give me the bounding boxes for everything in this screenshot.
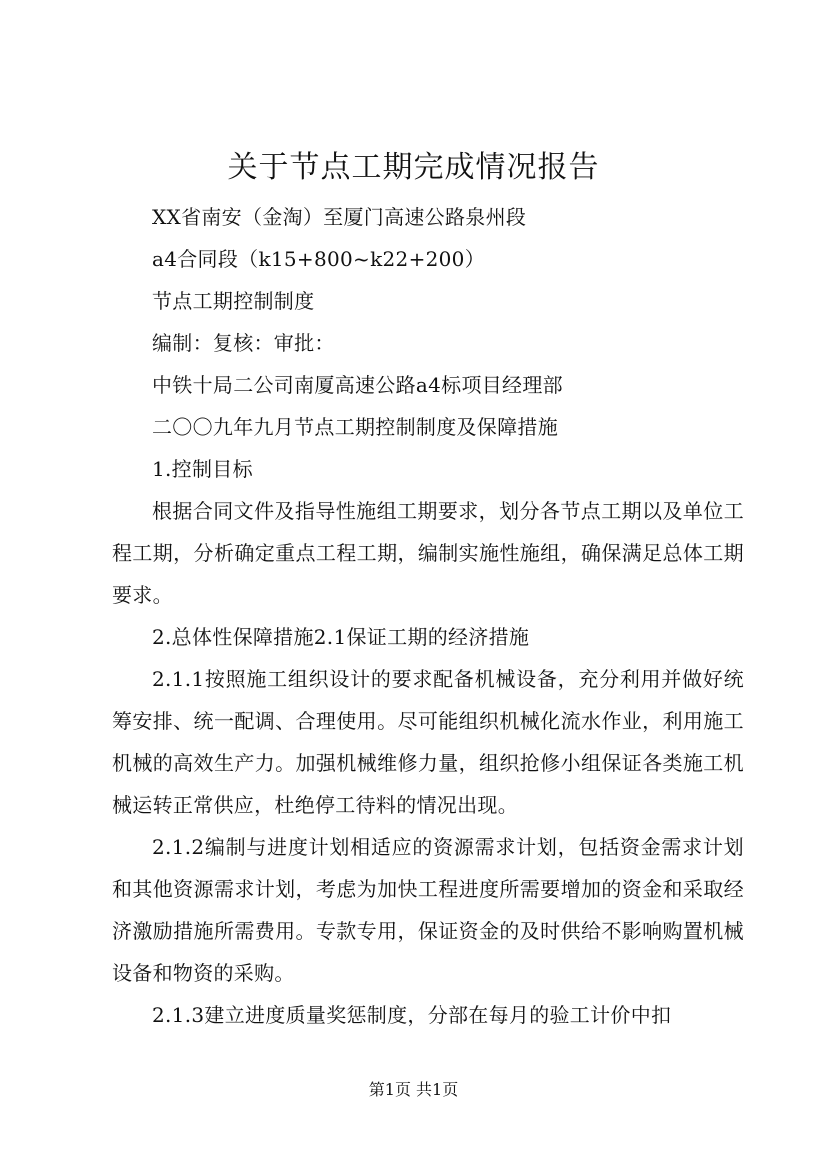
paragraph-project-name: XX省南安（金淘）至厦门高速公路泉州段: [152, 205, 527, 229]
page-number: 第1页 共1页: [368, 1080, 459, 1099]
paragraph-subtitle: 节点工期控制制度: [152, 289, 315, 313]
paragraph-date: 二〇〇九年九月节点工期控制制度及保障措施: [152, 415, 558, 439]
paragraph-organization: 中铁十局二公司南厦高速公路a4标项目经理部: [152, 373, 563, 397]
section-heading-measures: 2.总体性保障措施2.1保证工期的经济措施: [152, 625, 530, 649]
paragraph-signatures: 编制：复核：审批：: [152, 331, 335, 355]
page-footer: [0, 1078, 827, 1102]
paragraph-2-1-1: 2.1.1按照施工组织设计的要求配备机械设备，充分利用并做好统筹安排、统一配调、合理使用。尽可能组织机械化流水作业，利用施工机械的高效生产力。加强机械维修力量，组织抢修小组保证各类施工机械运转正常供应，杜绝停工待料的情况出现。: [112, 667, 744, 817]
paragraph-contract-section: a4合同段（k15+800~k22+200）: [152, 247, 486, 271]
document-body: [112, 196, 744, 1036]
paragraph-2-1-2: 2.1.2编制与进度计划相适应的资源需求计划，包括资金需求计划和其他资源需求计划，考虑为加快工程进度所需要增加的资金和采取经济激励措施所需费用。专款专用，保证资金的及时供给不影响购置机械设备和物资的采购。: [112, 835, 744, 985]
document-title: 关于节点工期完成情况报告: [227, 150, 600, 185]
paragraph-2-1-3: 2.1.3建立进度质量奖惩制度，分部在每月的验工计价中扣: [152, 1003, 672, 1027]
paragraph-control-goal: 根据合同文件及指导性施组工期要求，划分各节点工期以及单位工程工期，分析确定重点工程工期，编制实施性施组，确保满足总体工期要求。: [112, 499, 744, 607]
section-heading-control-goal: 1.控制目标: [152, 457, 253, 481]
